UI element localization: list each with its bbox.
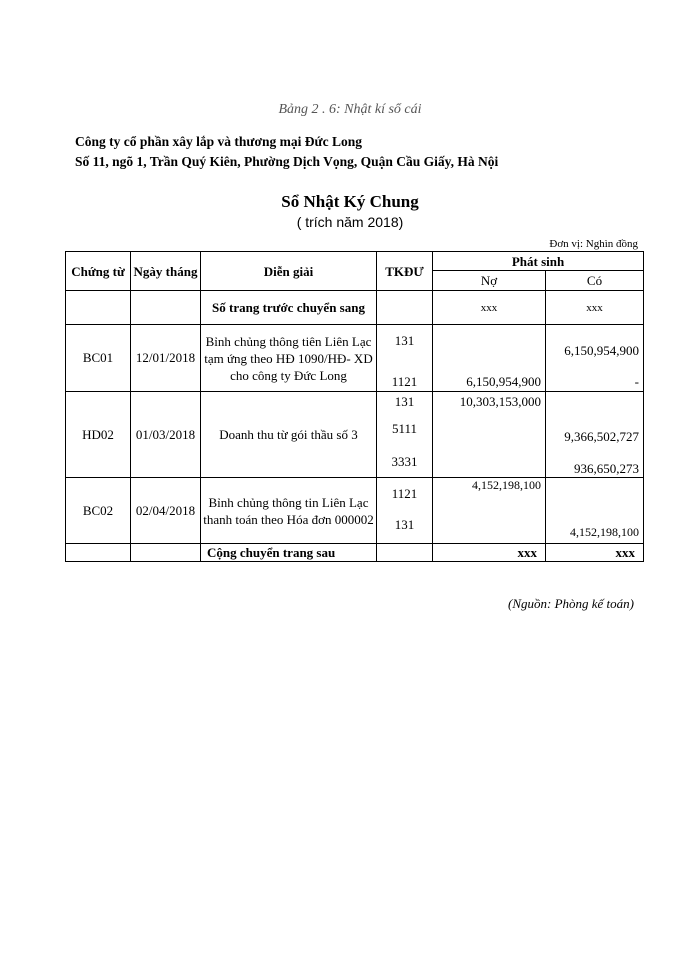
account-code: 131 bbox=[394, 517, 415, 532]
table-row bbox=[66, 478, 644, 544]
account-code: 3331 bbox=[391, 454, 418, 469]
carry-out-desc: Cộng chuyển trang sau bbox=[201, 544, 377, 562]
table-row bbox=[66, 325, 644, 392]
header-ngay-thang: Ngày tháng bbox=[131, 252, 201, 291]
header-row bbox=[66, 252, 644, 271]
account-cell bbox=[377, 392, 433, 478]
doc-code: HD02 bbox=[66, 392, 131, 478]
carry-out-no: xxx bbox=[433, 544, 546, 562]
table-caption: Bảng 2 . 6: Nhật kí sổ cái bbox=[278, 102, 422, 117]
header-no: Nợ bbox=[433, 271, 546, 291]
account-code: 5111 bbox=[391, 421, 418, 436]
source-note: (Nguồn: Phòng kế toán) bbox=[507, 596, 634, 611]
account-code: 1121 bbox=[391, 486, 418, 501]
document-title: Sổ Nhật Ký Chung bbox=[281, 192, 419, 211]
doc-date: 12/01/2018 bbox=[131, 325, 201, 392]
entry-desc: Bỉnh chủng thông tin Liên Lạc thanh toán theo Hóa đơn 000002 bbox=[201, 478, 377, 544]
debit-amount: 4,152,198,100 bbox=[472, 478, 541, 492]
header-tkdu: TKĐƯ bbox=[377, 252, 433, 291]
debit-amount: 10,303,153,000 bbox=[459, 394, 541, 409]
doc-date: 02/04/2018 bbox=[131, 478, 201, 544]
credit-amount: 4,152,198,100 bbox=[570, 525, 640, 539]
doc-code: BC01 bbox=[66, 325, 131, 392]
credit-cell bbox=[546, 478, 644, 544]
credit-amount: 6,150,954,900 bbox=[564, 343, 640, 358]
credit-cell bbox=[546, 392, 644, 478]
carry-in-no: xxx bbox=[433, 291, 546, 325]
table-row bbox=[66, 392, 644, 478]
company-name: Công ty cổ phần xây lắp và thương mại Đức Long bbox=[75, 134, 362, 149]
table-row bbox=[66, 544, 644, 562]
credit-cell bbox=[546, 325, 644, 392]
entry-desc: Doanh thu từ gói thầu số 3 bbox=[201, 392, 377, 478]
carry-in-co: xxx bbox=[546, 291, 644, 325]
carry-in-desc: Số trang trước chuyển sang bbox=[201, 291, 377, 325]
header-co: Có bbox=[546, 271, 644, 291]
credit-amount: 936,650,273 bbox=[574, 461, 640, 476]
debit-amount: 6,150,954,900 bbox=[466, 374, 541, 389]
account-code: 131 bbox=[394, 333, 415, 348]
document-subtitle: ( trích năm 2018) bbox=[296, 214, 404, 230]
account-cell bbox=[377, 325, 433, 392]
journal-table bbox=[65, 251, 644, 562]
carry-out-co: xxx bbox=[546, 544, 644, 562]
account-cell bbox=[377, 478, 433, 544]
account-code: 131 bbox=[394, 394, 415, 409]
credit-amount: - bbox=[634, 374, 640, 389]
currency-unit: Đơn vị: Nghìn đồng bbox=[549, 238, 638, 250]
header-chung-tu: Chứng từ bbox=[66, 252, 131, 291]
header-phat-sinh: Phát sinh bbox=[433, 252, 644, 271]
company-address: Số 11, ngõ 1, Trần Quý Kiên, Phường Dịch Vọng, Quận Cầu Giấy, Hà Nội bbox=[75, 154, 499, 169]
doc-code: BC02 bbox=[66, 478, 131, 544]
entry-desc: Bỉnh chủng thông tiên Liên Lạc tạm ứng theo HĐ 1090/HĐ- XD cho công ty Đức Long bbox=[201, 325, 377, 392]
table-row bbox=[66, 291, 644, 325]
debit-cell bbox=[433, 325, 546, 392]
credit-amount: 9,366,502,727 bbox=[564, 429, 640, 444]
doc-date: 01/03/2018 bbox=[131, 392, 201, 478]
header-dien-giai: Diễn giải bbox=[201, 252, 377, 291]
debit-cell bbox=[433, 478, 546, 544]
account-code: 1121 bbox=[391, 374, 418, 389]
debit-cell bbox=[433, 392, 546, 478]
